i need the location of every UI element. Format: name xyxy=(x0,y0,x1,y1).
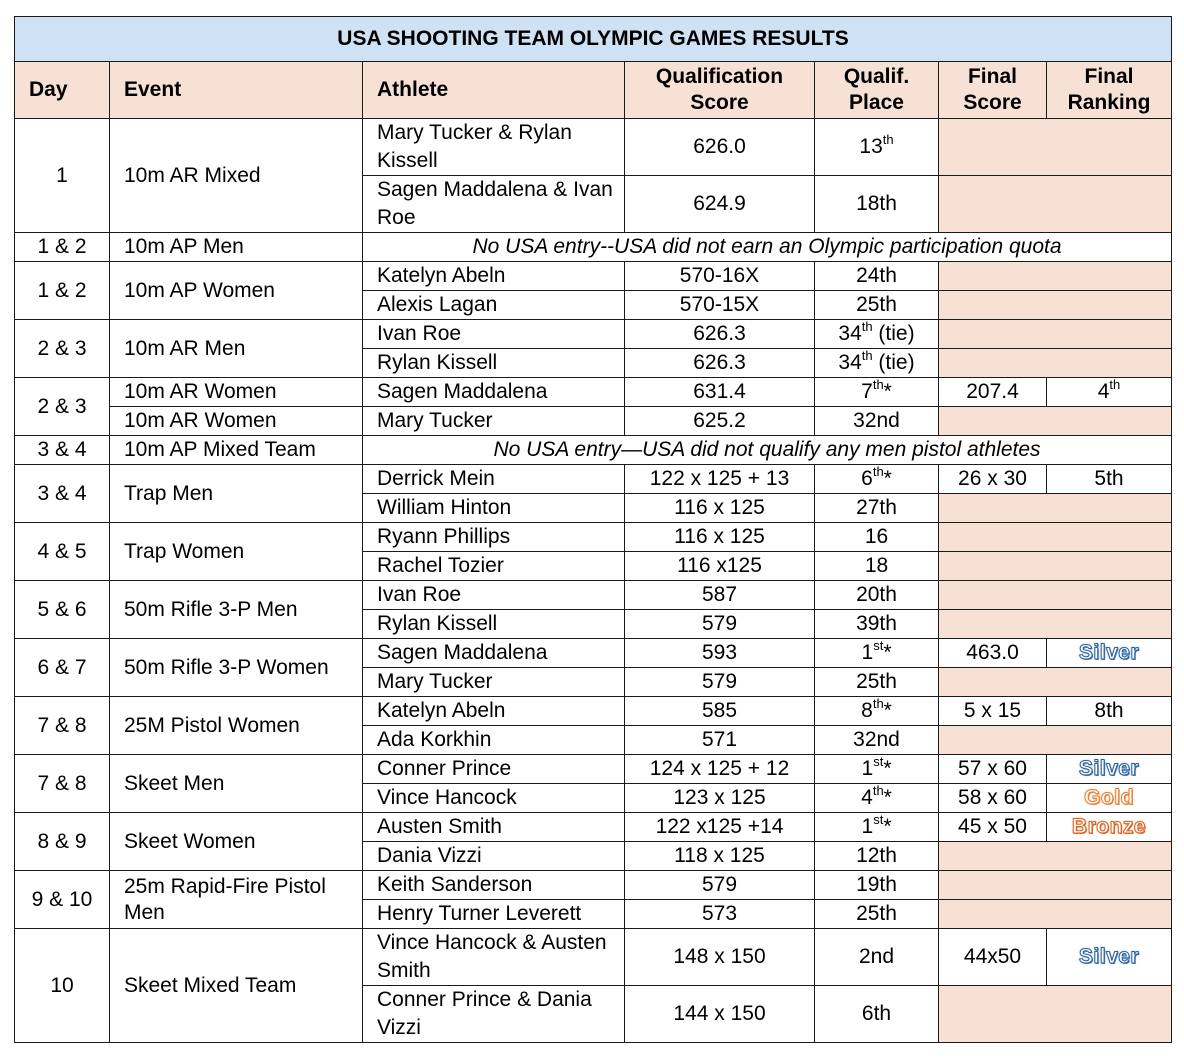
table-row xyxy=(15,581,1172,610)
final-score-cell xyxy=(939,726,1172,755)
place-value: 25th xyxy=(856,902,897,925)
final-score-cell xyxy=(939,119,1172,176)
qualification-score-cell: 626.0 xyxy=(625,119,815,176)
place-value: 34 xyxy=(838,351,862,374)
place-ordinal-suffix: th xyxy=(861,319,873,334)
qualification-score-cell: 631.4 xyxy=(625,378,815,407)
qualification-score-cell: 579 xyxy=(625,871,815,900)
final-ranking-cell xyxy=(1047,813,1172,842)
place-ordinal-suffix: st xyxy=(873,638,884,653)
header-row xyxy=(15,62,1172,119)
qualification-score-cell: 122 x125 +14 xyxy=(625,813,815,842)
final-score-cell xyxy=(939,465,1047,494)
final-score-value: 44x50 xyxy=(963,945,1022,968)
event-cell: 10m AR Women xyxy=(110,407,363,436)
qualif-place-cell xyxy=(815,378,939,407)
day-cell: 2 & 3 xyxy=(15,320,110,378)
athlete-cell: Katelyn Abeln xyxy=(363,262,625,291)
qualification-score-cell: 579 xyxy=(625,610,815,639)
qualif-place-cell xyxy=(815,291,939,320)
place-value: 25th xyxy=(856,670,897,693)
header-event: Event xyxy=(110,62,363,119)
table-row xyxy=(15,465,1172,494)
day-cell: 8 & 9 xyxy=(15,813,110,871)
athlete-cell: Ivan Roe xyxy=(363,581,625,610)
qualification-score-cell: 626.3 xyxy=(625,349,815,378)
final-ranking-cell xyxy=(1047,465,1172,494)
final-score-cell xyxy=(939,291,1172,320)
place-ordinal-suffix: th xyxy=(872,696,884,711)
day-cell: 1 & 2 xyxy=(15,262,110,320)
qualification-score-cell: 587 xyxy=(625,581,815,610)
day-cell: 9 & 10 xyxy=(15,871,110,929)
final-score-cell xyxy=(939,552,1172,581)
place-note: * xyxy=(883,467,892,490)
final-score-cell xyxy=(939,581,1172,610)
final-score-cell xyxy=(939,813,1047,842)
final-score-cell xyxy=(939,407,1172,436)
place-note: * xyxy=(883,786,892,809)
event-cell: 10m AR Men xyxy=(110,320,363,378)
qualif-place-cell xyxy=(815,668,939,697)
header-day: Day xyxy=(15,62,110,119)
day-cell: 2 & 3 xyxy=(15,378,110,436)
final-score-value: 45 x 50 xyxy=(958,815,1027,838)
qualification-score-cell: 116 x 125 xyxy=(625,494,815,523)
no-entry-note: No USA entry--USA did not earn an Olympic participation quota xyxy=(363,233,1172,262)
qualif-place-cell xyxy=(815,900,939,929)
place-value: 16 xyxy=(864,525,889,548)
final-ranking-cell xyxy=(1047,929,1172,986)
place-note: (tie) xyxy=(872,322,915,345)
day-cell: 3 & 4 xyxy=(15,436,110,465)
day-cell: 7 & 8 xyxy=(15,755,110,813)
place-value: 32nd xyxy=(853,409,900,432)
final-score-cell xyxy=(939,378,1047,407)
place-value: 1 xyxy=(861,815,874,838)
table-row xyxy=(15,233,1172,262)
place-value: 13 xyxy=(859,135,883,158)
table-row xyxy=(15,755,1172,784)
final-ranking-cell xyxy=(1047,697,1172,726)
place-value: 6 xyxy=(861,467,873,490)
qualif-place-cell xyxy=(815,176,939,233)
place-value: 25th xyxy=(856,293,897,316)
qualification-score-cell: 593 xyxy=(625,639,815,668)
qualif-place-cell xyxy=(815,349,939,378)
day-cell: 10 xyxy=(15,929,110,1043)
qualif-place-cell xyxy=(815,552,939,581)
place-value: 4 xyxy=(861,786,873,809)
athlete-cell: Derrick Mein xyxy=(363,465,625,494)
silver-medal-label: Silver xyxy=(1078,641,1140,664)
athlete-cell: William Hinton xyxy=(363,494,625,523)
table-row xyxy=(15,523,1172,552)
results-body xyxy=(15,119,1172,1043)
athlete-cell: Mary Tucker xyxy=(363,668,625,697)
event-cell: 10m AR Women xyxy=(110,378,363,407)
qualif-place-cell xyxy=(815,871,939,900)
header-qualification-score: Qualification Score xyxy=(625,62,815,119)
qualif-place-cell xyxy=(815,929,939,986)
silver-medal-label: Silver xyxy=(1078,945,1140,968)
day-cell: 3 & 4 xyxy=(15,465,110,523)
place-value: 1 xyxy=(861,757,874,780)
athlete-cell: Rachel Tozier xyxy=(363,552,625,581)
place-ordinal-suffix: st xyxy=(873,812,884,827)
place-value: 6th xyxy=(861,1002,892,1025)
final-score-cell xyxy=(939,697,1047,726)
qualification-score-cell: 573 xyxy=(625,900,815,929)
table-row xyxy=(15,697,1172,726)
athlete-cell: Mary Tucker & Rylan Kissell xyxy=(363,119,625,176)
place-value: 12th xyxy=(856,844,897,867)
final-score-value: 5 x 15 xyxy=(963,699,1022,722)
table-row xyxy=(15,119,1172,176)
final-score-value: 463.0 xyxy=(966,641,1019,664)
table-row xyxy=(15,407,1172,436)
athlete-cell: Rylan Kissell xyxy=(363,349,625,378)
qualif-place-cell xyxy=(815,119,939,176)
place-ordinal-suffix: th xyxy=(882,132,894,147)
qualification-score-cell: 585 xyxy=(625,697,815,726)
results-table-wrapper xyxy=(14,16,1171,1054)
athlete-cell: Conner Prince & Dania Vizzi xyxy=(363,986,625,1043)
place-note: * xyxy=(883,699,892,722)
athlete-cell: Dania Vizzi xyxy=(363,842,625,871)
final-score-cell xyxy=(939,871,1172,900)
place-value: 19th xyxy=(856,873,897,896)
event-cell: 50m Rifle 3-P Men xyxy=(110,581,363,639)
final-ranking-cell xyxy=(1047,378,1172,407)
athlete-cell: Katelyn Abeln xyxy=(363,697,625,726)
final-score-cell xyxy=(939,929,1047,986)
athlete-cell: Sagen Maddalena & Ivan Roe xyxy=(363,176,625,233)
place-ordinal-suffix: th xyxy=(872,377,884,392)
results-table xyxy=(14,16,1172,1043)
qualif-place-cell xyxy=(815,407,939,436)
final-score-cell xyxy=(939,900,1172,929)
day-cell: 6 & 7 xyxy=(15,639,110,697)
no-entry-note: No USA entry—USA did not qualify any men pistol athletes xyxy=(363,436,1172,465)
athlete-cell: Rylan Kissell xyxy=(363,610,625,639)
header-final-score: Final Score xyxy=(939,62,1047,119)
header-qualif-place: Qualif. Place xyxy=(815,62,939,119)
final-score-cell xyxy=(939,784,1047,813)
qualif-place-cell xyxy=(815,986,939,1043)
place-value: 1 xyxy=(861,641,874,664)
qualification-score-cell: 624.9 xyxy=(625,176,815,233)
final-ranking-cell xyxy=(1047,639,1172,668)
final-score-cell xyxy=(939,176,1172,233)
final-score-cell xyxy=(939,755,1047,784)
place-value: 18th xyxy=(856,192,897,215)
qualification-score-cell: 148 x 150 xyxy=(625,929,815,986)
table-row xyxy=(15,639,1172,668)
athlete-cell: Mary Tucker xyxy=(363,407,625,436)
final-score-cell xyxy=(939,639,1047,668)
qualification-score-cell: 116 x125 xyxy=(625,552,815,581)
place-value: 2nd xyxy=(858,945,895,968)
qualif-place-cell xyxy=(815,842,939,871)
header-final-ranking: Final Ranking xyxy=(1047,62,1172,119)
place-ordinal-suffix: th xyxy=(861,348,873,363)
final-score-cell xyxy=(939,494,1172,523)
qualification-score-cell: 122 x 125 + 13 xyxy=(625,465,815,494)
place-value: 39th xyxy=(856,612,897,635)
place-ordinal-suffix: th xyxy=(872,783,884,798)
qualification-score-cell: 124 x 125 + 12 xyxy=(625,755,815,784)
day-cell: 4 & 5 xyxy=(15,523,110,581)
header-athlete: Athlete xyxy=(363,62,625,119)
qualif-place-cell xyxy=(815,784,939,813)
athlete-cell: Henry Turner Leverett xyxy=(363,900,625,929)
athlete-cell: Sagen Maddalena xyxy=(363,378,625,407)
athlete-cell: Vince Hancock & Austen Smith xyxy=(363,929,625,986)
place-value: 8 xyxy=(861,699,873,722)
final-score-cell xyxy=(939,523,1172,552)
place-ordinal-suffix: th xyxy=(872,464,884,479)
qualification-score-cell: 144 x 150 xyxy=(625,986,815,1043)
athlete-cell: Vince Hancock xyxy=(363,784,625,813)
place-value: 27th xyxy=(856,496,897,519)
event-cell: 10m AP Mixed Team xyxy=(110,436,363,465)
day-cell: 1 xyxy=(15,119,110,233)
final-score-value: 26 x 30 xyxy=(958,467,1027,490)
place-value: 7 xyxy=(861,380,873,403)
place-value: 20th xyxy=(856,583,897,606)
day-cell: 1 & 2 xyxy=(15,233,110,262)
event-cell: 25m Rapid-Fire Pistol Men xyxy=(110,871,363,929)
table-row xyxy=(15,378,1172,407)
event-cell: 10m AP Women xyxy=(110,262,363,320)
table-row xyxy=(15,871,1172,900)
place-value: 24th xyxy=(856,264,897,287)
table-row xyxy=(15,436,1172,465)
athlete-cell: Alexis Lagan xyxy=(363,291,625,320)
event-cell: Skeet Women xyxy=(110,813,363,871)
qualification-score-cell: 579 xyxy=(625,668,815,697)
event-cell: Trap Women xyxy=(110,523,363,581)
final-ranking-cell xyxy=(1047,755,1172,784)
silver-medal-label: Silver xyxy=(1078,757,1140,780)
athlete-cell: Austen Smith xyxy=(363,813,625,842)
athlete-cell: Ivan Roe xyxy=(363,320,625,349)
place-value: 18 xyxy=(864,554,889,577)
qualif-place-cell xyxy=(815,726,939,755)
qualif-place-cell xyxy=(815,465,939,494)
final-score-cell xyxy=(939,842,1172,871)
event-cell: 25M Pistol Women xyxy=(110,697,363,755)
place-note: * xyxy=(883,757,892,780)
qualif-place-cell xyxy=(815,494,939,523)
final-score-value: 207.4 xyxy=(966,380,1019,403)
athlete-cell: Ryann Phillips xyxy=(363,523,625,552)
qualif-place-cell xyxy=(815,320,939,349)
qualif-place-cell xyxy=(815,755,939,784)
athlete-cell: Sagen Maddalena xyxy=(363,639,625,668)
athlete-cell: Keith Sanderson xyxy=(363,871,625,900)
final-score-cell xyxy=(939,668,1172,697)
qualification-score-cell: 571 xyxy=(625,726,815,755)
final-score-cell xyxy=(939,262,1172,291)
final-score-value: 58 x 60 xyxy=(958,786,1027,809)
event-cell: 10m AR Mixed xyxy=(110,119,363,233)
final-score-cell xyxy=(939,349,1172,378)
bronze-medal-label: Bronze xyxy=(1071,815,1147,838)
qualif-place-cell xyxy=(815,523,939,552)
event-cell: Skeet Men xyxy=(110,755,363,813)
final-rank-value: 5th xyxy=(1094,467,1124,490)
qualification-score-cell: 626.3 xyxy=(625,320,815,349)
gold-medal-label: Gold xyxy=(1084,786,1134,809)
qualification-score-cell: 625.2 xyxy=(625,407,815,436)
table-title: USA SHOOTING TEAM OLYMPIC GAMES RESULTS xyxy=(15,17,1172,62)
place-note: * xyxy=(883,815,892,838)
event-cell: Skeet Mixed Team xyxy=(110,929,363,1043)
qualification-score-cell: 570-15X xyxy=(625,291,815,320)
place-note: * xyxy=(883,380,892,403)
table-row xyxy=(15,929,1172,986)
qualification-score-cell: 123 x 125 xyxy=(625,784,815,813)
place-value: 32nd xyxy=(853,728,900,751)
qualification-score-cell: 118 x 125 xyxy=(625,842,815,871)
place-note: (tie) xyxy=(872,351,915,374)
athlete-cell: Conner Prince xyxy=(363,755,625,784)
table-row xyxy=(15,813,1172,842)
final-rank-value: 8th xyxy=(1094,699,1124,722)
athlete-cell: Ada Korkhin xyxy=(363,726,625,755)
qualif-place-cell xyxy=(815,610,939,639)
qualif-place-cell xyxy=(815,639,939,668)
place-value: 34 xyxy=(838,322,862,345)
final-ranking-cell xyxy=(1047,784,1172,813)
qualif-place-cell xyxy=(815,581,939,610)
table-row xyxy=(15,320,1172,349)
place-note: * xyxy=(883,641,892,664)
final-rank-value: 4 xyxy=(1097,380,1110,403)
qualification-score-cell: 116 x 125 xyxy=(625,523,815,552)
event-cell: 10m AP Men xyxy=(110,233,363,262)
final-score-cell xyxy=(939,610,1172,639)
qualif-place-cell xyxy=(815,697,939,726)
qualif-place-cell xyxy=(815,262,939,291)
place-ordinal-suffix: st xyxy=(873,754,884,769)
final-score-value: 57 x 60 xyxy=(958,757,1027,780)
day-cell: 7 & 8 xyxy=(15,697,110,755)
event-cell: Trap Men xyxy=(110,465,363,523)
final-score-cell xyxy=(939,320,1172,349)
rank-ordinal-suffix: th xyxy=(1109,377,1121,392)
day-cell: 5 & 6 xyxy=(15,581,110,639)
table-row xyxy=(15,262,1172,291)
qualif-place-cell xyxy=(815,813,939,842)
qualification-score-cell: 570-16X xyxy=(625,262,815,291)
event-cell: 50m Rifle 3-P Women xyxy=(110,639,363,697)
final-score-cell xyxy=(939,986,1172,1043)
